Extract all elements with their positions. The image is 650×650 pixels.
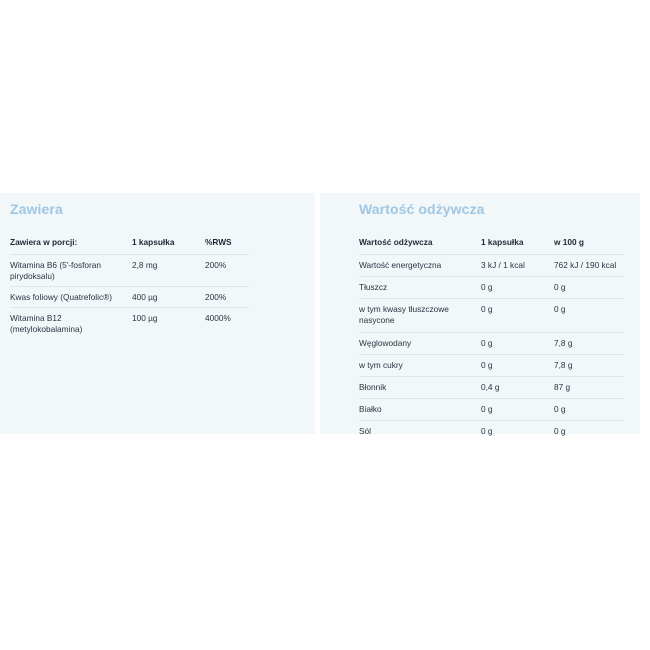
contains-header-capsule: 1 kapsułka (132, 234, 205, 255)
nutrient-name: Sól (359, 426, 371, 436)
nutrient-capsule: 0 g (481, 333, 554, 355)
contains-header-ingredient: Zawiera w porcji: (10, 234, 132, 255)
table-row (359, 399, 624, 421)
nutrient-capsule: 0 g (481, 426, 493, 436)
ingredient-name: Witamina B12 (metylokobalamina) (10, 313, 83, 334)
ingredient-rws: 200% (205, 255, 249, 287)
nutrient-capsule: 0,4 g (481, 377, 554, 399)
table-row (359, 421, 624, 443)
nutrient-per100: 7,8 g (554, 333, 624, 355)
nutrient-name: Tłuszcz (359, 277, 481, 299)
contains-header-rws: %RWS (205, 234, 249, 255)
ingredient-name: Kwas foliowy (Quatrefolic®) (10, 287, 132, 308)
nutrition-header-per100: w 100 g (554, 234, 624, 255)
nutrient-per100: 7,8 g (554, 355, 624, 377)
contains-table (10, 234, 249, 339)
nutrient-name: w tym cukry (359, 355, 481, 377)
nutrition-header-row (359, 234, 624, 255)
nutrient-name: Wartość energetyczna (359, 255, 481, 277)
nutrient-capsule: 0 g (481, 277, 554, 299)
nutrient-name: w tym kwasy tłuszczowe nasycone (359, 299, 481, 333)
ingredient-rws: 200% (205, 287, 249, 308)
nutrient-name: Błonnik (359, 377, 481, 399)
contains-header-row (10, 234, 249, 255)
nutrient-name: Białko (359, 399, 481, 421)
nutrient-per100: 87 g (554, 377, 624, 399)
contains-panel (0, 193, 315, 434)
table-row (10, 308, 249, 340)
nutrition-title: Wartość odżywcza (359, 201, 485, 217)
table-row (359, 333, 624, 355)
ingredient-name: Witamina B6 (5'-fosforan pirydoksalu) (10, 255, 132, 287)
nutrition-table (359, 234, 624, 442)
nutrient-name: Węglowodany (359, 333, 481, 355)
nutrient-per100: 0 g (554, 426, 566, 436)
table-row (359, 277, 624, 299)
nutrient-per100: 0 g (554, 399, 624, 421)
table-row (10, 255, 249, 287)
ingredient-amount: 2,8 mg (132, 255, 205, 287)
nutrient-capsule: 0 g (481, 399, 554, 421)
table-row (359, 355, 624, 377)
ingredient-rws: 4000% (205, 313, 231, 323)
nutrition-header-name: Wartość odżywcza (359, 234, 481, 255)
nutrition-header-capsule: 1 kapsułka (481, 234, 554, 255)
nutrient-capsule: 0 g (481, 299, 554, 333)
nutrient-per100: 0 g (554, 299, 624, 333)
nutrient-capsule: 3 kJ / 1 kcal (481, 255, 554, 277)
nutrient-per100: 762 kJ / 190 kcal (554, 255, 624, 277)
nutrient-per100: 0 g (554, 277, 624, 299)
nutrient-capsule: 0 g (481, 355, 554, 377)
table-row (359, 255, 624, 277)
table-row (359, 299, 624, 333)
contains-title: Zawiera (10, 201, 63, 217)
table-row (359, 377, 624, 399)
ingredient-amount: 400 µg (132, 287, 205, 308)
table-row (10, 287, 249, 308)
ingredient-amount: 100 µg (132, 313, 158, 323)
nutrition-panel (320, 193, 640, 434)
